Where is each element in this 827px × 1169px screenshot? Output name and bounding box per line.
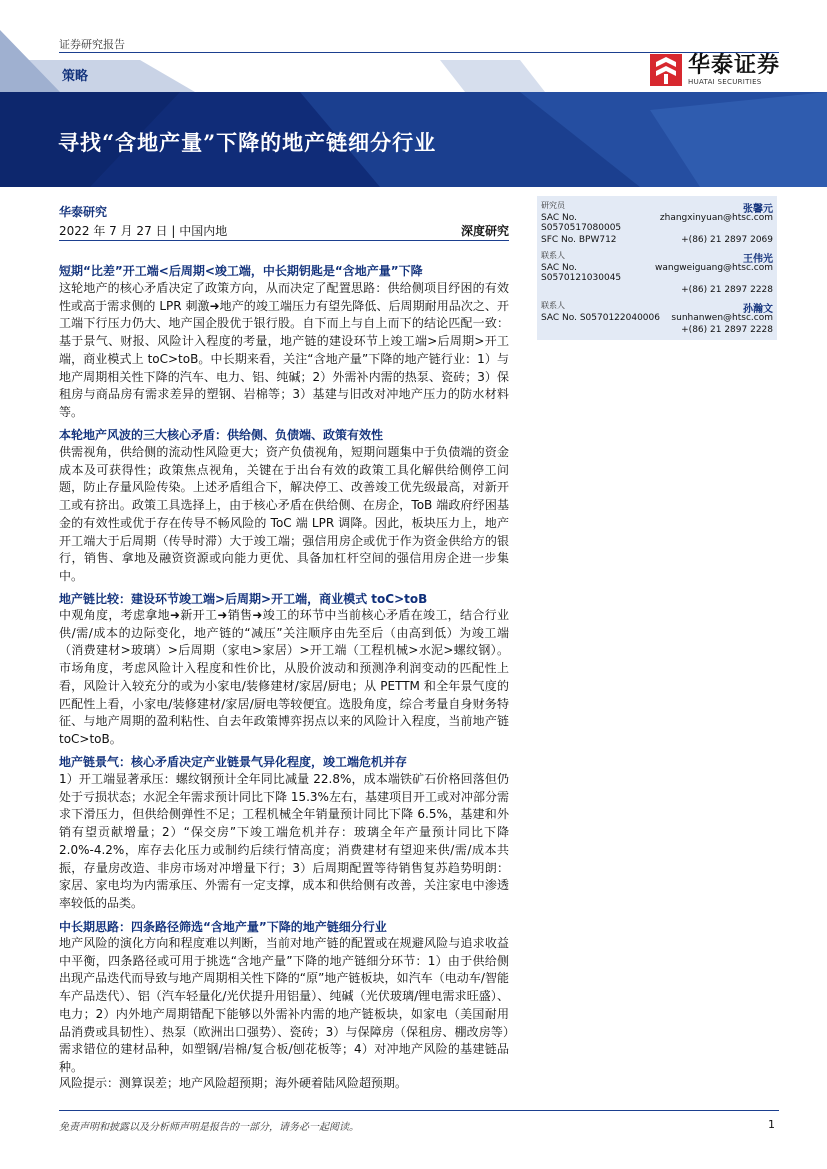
dateline [59, 222, 509, 239]
section-heading: 中长期思路：四条路径筛选“含地产量”下降的地产链细分行业 [59, 920, 387, 934]
section-body: 供需视角，供给侧的流动性风险更大；资产负债视角，短期问题集中于负债端的资金成本及可获得性；政策焦点视角，关键在于出台有效的政策工具化解供给侧停工问题，防止存量风险传染。上述矛盾组合下，解决停工、改善竣工优先级最高，对新开工或有挤出。政策工具选择上，由于核心矛盾在供给侧、在房企，ToB 端政府纾困基金的有效性或优于存在传导不畅风险的 ToC 端 LPR 调降。因此，板块压力上，地产开工端大于后周期（传导时滞）大于竣工端；强信用房企或优于作为资金供给方的银行，销售、拿地及融资资源或向能力更优、具备加杠杆空间的强信用房企进一步集中。 [59, 445, 509, 583]
report-date: 2022 年 7 月 27 日 [59, 224, 168, 238]
page-number: 1 [768, 1118, 775, 1131]
section-heading: 短期“比差”开工端<后周期<竣工端，中长期钥匙是“含地产量”下降 [59, 264, 423, 278]
section-body: 这轮地产的核心矛盾决定了政策方向，从而决定了配置思路：供给侧项目纾困的有效性或高于需求侧的 LPR 刺激➜地产的竣工端压力有望先降低、后周期耐用品次之、开工端下行压力仍大、地产国企股优于银行股。自下而上与自上而下的结论匹配一致：基于景气、财报、风险计入程度的考量，地产链的建设环节上竣工端>后周期>开工端，商业模式上 toC>toB。中长期来看，关注“含地产量”下降的地产链行业：1）与地产周期相关性下降的汽车、电力、铝、纯碱；2）外需补内需的热泵、瓷砖；3）保租房与商品房有需求差异的塑钢、岩棉等；3）基建与旧改对冲地产压力的防水材料等。 [59, 281, 509, 419]
header-decoration [0, 30, 827, 190]
analyst-name: 张馨元 [743, 204, 773, 215]
analyst-email[interactable]: sunhanwen@htsc.com [671, 313, 773, 323]
analyst-cert: SAC No. S0570517080005 [541, 213, 622, 233]
report-region: 中国内地 [179, 224, 228, 238]
analyst-cert: SAC No. S0570121030045 [541, 263, 622, 283]
report-title: 寻找“含地产量”下降的地产链细分行业 [58, 130, 437, 155]
section-heading: 地产链景气：核心矛盾决定产业链景气异化程度，竣工端危机并存 [59, 755, 408, 769]
analyst-card [541, 200, 773, 245]
analyst-email[interactable]: zhangxinyuan@htsc.com [659, 213, 773, 223]
analyst-name: 王伟光 [743, 254, 773, 265]
footer-rule [59, 1110, 779, 1111]
analyst-email[interactable]: wangweiguang@htsc.com [655, 263, 773, 273]
section-body: 地产风险的演化方向和程度难以判断，当前对地产链的配置或在规避风险与追求收益中平衡，四条路径或可用于挑选“含地产量”下降的地产链细分环节：1）由于供给侧出现产品迭代而导致与地产周期相关性下降的“原”地产链板块，如汽车（电动车/智能车产品迭代）、铝（汽车轻量化/光伏提升用铝量）、纯碱（光伏玻璃/锂电需求旺盛）、电力；2）内外地产周期错配下能够以外需补内需的地产链板块，如家电（美国耐用品消费或具韧性）、热泵（欧洲出口强势）、瓷砖；3）与保障房（保租房、棚改房等）需求错位的建材品种，如塑钢/岩棉/复合板/刨花板等；4）对冲地产风险的基建链品种。 [59, 936, 509, 1074]
analyst-phone: +(86) 21 2897 2228 [681, 285, 773, 295]
analyst-panel [537, 196, 777, 340]
analyst-phone: +(86) 21 2897 2228 [681, 325, 773, 335]
author-org: 华泰研究 [59, 205, 108, 219]
risk-warning: 风险提示：测算误差；地产风险超预期；海外硬着陆风险超预期。 [59, 1076, 408, 1090]
analyst-card [541, 250, 773, 295]
report-type: 深度研究 [460, 224, 509, 238]
analyst-cert: SAC No. S0570122040006 [541, 313, 660, 323]
section-heading: 本轮地产风波的三大核心矛盾：供给侧、负债端、政策有效性 [59, 428, 384, 442]
section-heading: 地产链比较：建设环节竣工端>后周期>开工端，商业模式 toC>toB [59, 592, 428, 606]
date-rule [59, 240, 509, 241]
analyst-phone: +(86) 21 2897 2069 [681, 235, 773, 245]
section-body: 1）开工端显著承压：螺纹钢预计全年同比减量 22.8%，成本端铁矿石价格回落但仍处于亏损状态；水泥全年需求预计同比下降 15.3%左右，基建项目开工或对冲部分需求下滑压力，但供给侧弹性不足；工程机械全年销量预计同比下降 6.5%，基建和外销有望贡献增量；2）“保交房”下竣工端危机并存：玻璃全年产量预计同比下降 2.0%-4.2%，库存去化压力或制约后续行情高度；消费建材有望迎来供/需/成本共振，存量房改造、非房市场对冲增量下行；3）后周期配置等待销售复苏趋势明朗：家居、家电均为内需承压、外需有一定支撑，成本和供给侧有改善，关注家电中渗透率较低的品类。 [59, 772, 509, 910]
analyst-card [541, 300, 773, 335]
analyst-role: 联系人 [541, 301, 565, 310]
analyst-name: 孙瀚文 [743, 304, 773, 315]
brand-name-en: HUATAI SECURITIES [688, 78, 762, 86]
divider: | [171, 224, 180, 238]
section-body: 中观角度，考虑拿地➜新开工➜销售➜竣工的环节中当前核心矛盾在竣工，结合行业供/需/成本的边际变化，地产链的“减压”关注顺序由先至后（由高到低）为竣工端（消费建材>玻璃）>后周期（家电>家居）>开工端（工程机械>水泥>螺纹钢）。市场角度，考虑风险计入程度和性价比，从股价波动和预测净利润变动的匹配性上看，风险计入较充分的或为小家电/装修建材/家居/厨电；从 PETTM 和全年景气度的匹配性上看，小家电/装修建材/家居/厨电等较便宜。选股角度，综合考量自身财务特征、与地产周期的盈利粘性、自去年政策博弈拐点以来的风险计入程度，当前地产链 toC>toB。 [59, 608, 509, 746]
footer-disclaimer: 免责声明和披露以及分析师声明是报告的一部分，请务必一起阅读。 [59, 1122, 359, 1133]
analyst-role: 研究员 [541, 201, 565, 210]
doc-type-label: 证券研究报告 [59, 38, 125, 51]
analyst-cert-sfc: SFC No. BPW712 [541, 235, 617, 245]
category-tag: 策略 [62, 69, 89, 84]
analyst-role: 联系人 [541, 251, 565, 260]
brand-name-cn: 华泰证券 [688, 53, 781, 78]
